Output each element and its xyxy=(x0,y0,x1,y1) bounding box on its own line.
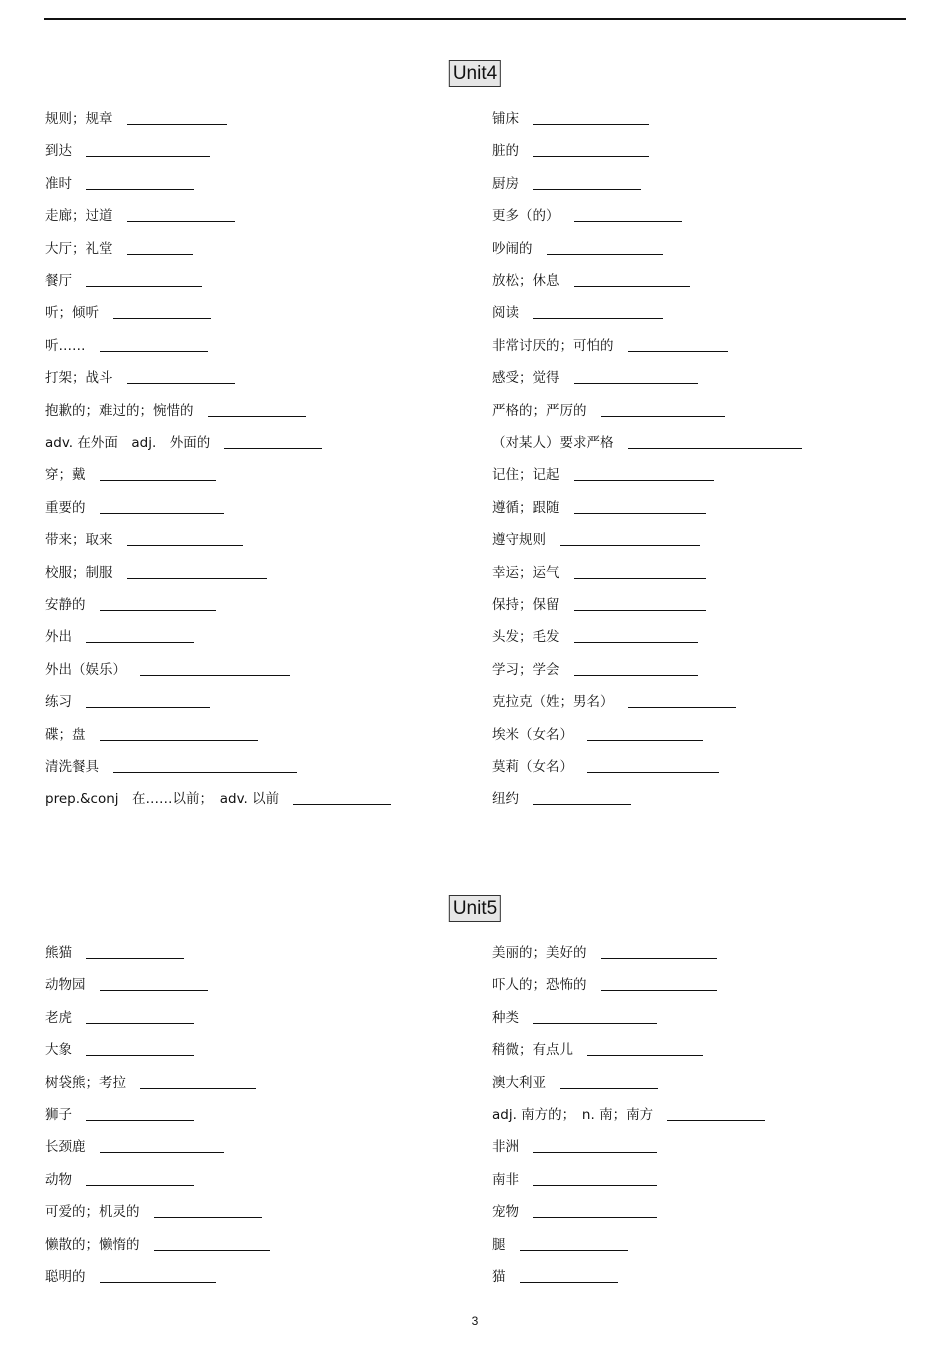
answer-blank[interactable] xyxy=(113,758,297,773)
vocab-term: 准时 xyxy=(45,176,72,192)
answer-blank[interactable] xyxy=(86,142,210,157)
vocab-row xyxy=(492,689,736,711)
vocab-term: 保持；保留 xyxy=(492,597,560,613)
vocab-row xyxy=(492,722,703,744)
vocab-row xyxy=(45,940,184,962)
vocab-term: 吓人的；恐怖的 xyxy=(492,977,587,993)
answer-blank[interactable] xyxy=(601,976,717,991)
vocab-term: 莫莉（女名） xyxy=(492,759,573,775)
vocab-term: 学习；学会 xyxy=(492,662,560,678)
vocab-row xyxy=(45,1005,194,1027)
answer-blank[interactable] xyxy=(208,402,306,417)
vocab-row xyxy=(45,689,210,711)
vocab-row xyxy=(492,203,682,225)
vocab-row xyxy=(45,171,194,193)
answer-blank[interactable] xyxy=(574,207,682,222)
vocab-term: 熊猫 xyxy=(45,945,72,961)
answer-blank[interactable] xyxy=(100,976,208,991)
vocab-row xyxy=(492,138,649,160)
vocab-row xyxy=(492,398,725,420)
vocab-row xyxy=(492,1134,657,1156)
vocab-row xyxy=(492,365,698,387)
answer-blank[interactable] xyxy=(86,944,184,959)
vocab-term: 狮子 xyxy=(45,1107,72,1123)
vocab-row xyxy=(492,1037,703,1059)
answer-blank[interactable] xyxy=(127,369,235,384)
answer-blank[interactable] xyxy=(628,434,802,449)
vocab-term: adv. 在外面 adj. 外面的 xyxy=(45,435,211,451)
vocab-row xyxy=(45,495,224,517)
vocab-row xyxy=(492,236,663,258)
vocab-term: 树袋熊；考拉 xyxy=(45,1075,126,1091)
vocab-term: 外出（娱乐） xyxy=(45,662,126,678)
answer-blank[interactable] xyxy=(86,272,202,287)
answer-blank[interactable] xyxy=(587,726,703,741)
answer-blank[interactable] xyxy=(601,944,717,959)
answer-blank[interactable] xyxy=(628,693,736,708)
vocab-row xyxy=(45,1167,194,1189)
vocab-term: 稍微；有点儿 xyxy=(492,1042,573,1058)
answer-blank[interactable] xyxy=(520,1236,628,1251)
vocab-row xyxy=(45,1037,194,1059)
answer-blank[interactable] xyxy=(127,564,267,579)
answer-blank[interactable] xyxy=(628,337,728,352)
answer-blank[interactable] xyxy=(113,304,211,319)
vocab-term: 碟；盘 xyxy=(45,727,86,743)
vocab-row xyxy=(45,1232,270,1254)
vocab-row xyxy=(492,527,700,549)
vocab-row xyxy=(492,462,714,484)
answer-blank[interactable] xyxy=(127,240,193,255)
vocab-row xyxy=(45,1134,224,1156)
vocab-term: （对某人）要求严格 xyxy=(492,435,614,451)
answer-blank[interactable] xyxy=(127,531,243,546)
vocab-row xyxy=(45,1070,256,1092)
answer-blank[interactable] xyxy=(100,726,258,741)
vocab-term: 动物 xyxy=(45,1172,72,1188)
answer-blank[interactable] xyxy=(574,628,698,643)
vocab-row xyxy=(45,138,210,160)
answer-blank[interactable] xyxy=(560,1074,658,1089)
vocab-term: 脏的 xyxy=(492,143,519,159)
vocab-row xyxy=(45,462,216,484)
vocab-term: 可爱的；机灵的 xyxy=(45,1204,140,1220)
vocab-term: 非洲 xyxy=(492,1139,519,1155)
answer-blank[interactable] xyxy=(533,790,631,805)
answer-blank[interactable] xyxy=(86,175,194,190)
answer-blank[interactable] xyxy=(127,110,227,125)
vocab-row xyxy=(45,657,290,679)
answer-blank[interactable] xyxy=(140,661,290,676)
vocab-term: 大象 xyxy=(45,1042,72,1058)
vocab-term: 抱歉的；难过的；惋惜的 xyxy=(45,403,194,419)
vocab-row xyxy=(492,1005,657,1027)
vocab-row xyxy=(45,624,194,646)
vocab-term: 安静的 xyxy=(45,597,86,613)
vocab-row xyxy=(492,1264,618,1286)
answer-blank[interactable] xyxy=(574,499,706,514)
vocab-row xyxy=(492,430,802,452)
vocab-term: 听；倾听 xyxy=(45,305,99,321)
vocab-row xyxy=(492,1232,628,1254)
vocab-term: 南非 xyxy=(492,1172,519,1188)
vocab-term: 穿；戴 xyxy=(45,467,86,483)
answer-blank[interactable] xyxy=(574,369,698,384)
vocab-term: 克拉克（姓；男名） xyxy=(492,694,614,710)
vocab-term: 老虎 xyxy=(45,1010,72,1026)
vocab-term: 铺床 xyxy=(492,111,519,127)
vocab-term: 外出 xyxy=(45,629,72,645)
vocab-term: 放松；休息 xyxy=(492,273,560,289)
vocab-row xyxy=(492,786,631,808)
answer-blank[interactable] xyxy=(127,207,235,222)
vocab-term: 阅读 xyxy=(492,305,519,321)
vocab-row xyxy=(45,236,193,258)
answer-blank[interactable] xyxy=(86,1009,194,1024)
answer-blank[interactable] xyxy=(86,628,194,643)
answer-blank[interactable] xyxy=(533,110,649,125)
answer-blank[interactable] xyxy=(100,596,216,611)
vocab-term: 清洗餐具 xyxy=(45,759,99,775)
vocab-row xyxy=(45,722,258,744)
vocab-term: 幸运；运气 xyxy=(492,565,560,581)
vocab-row xyxy=(492,1199,657,1221)
answer-blank[interactable] xyxy=(533,1138,657,1153)
vocab-term: 大厅；礼堂 xyxy=(45,241,113,257)
answer-blank[interactable] xyxy=(154,1236,270,1251)
vocab-term: 遵循；跟随 xyxy=(492,500,560,516)
unit5-title: Unit5 xyxy=(449,895,501,922)
vocab-term: 更多（的） xyxy=(492,208,560,224)
answer-blank[interactable] xyxy=(154,1203,262,1218)
vocab-row xyxy=(45,106,227,128)
answer-blank[interactable] xyxy=(100,1138,224,1153)
vocab-term: 宠物 xyxy=(492,1204,519,1220)
answer-blank[interactable] xyxy=(86,1041,194,1056)
answer-blank[interactable] xyxy=(574,466,714,481)
vocab-term: 吵闹的 xyxy=(492,241,533,257)
vocab-term: 埃米（女名） xyxy=(492,727,573,743)
vocab-term: 聪明的 xyxy=(45,1269,86,1285)
vocab-term: 校服；制服 xyxy=(45,565,113,581)
vocab-row xyxy=(45,398,306,420)
vocab-term: 记住；记起 xyxy=(492,467,560,483)
vocab-row xyxy=(45,300,211,322)
answer-blank[interactable] xyxy=(86,1171,194,1186)
vocab-term: 听…… xyxy=(45,338,86,354)
vocab-row xyxy=(492,592,706,614)
answer-blank[interactable] xyxy=(520,1268,618,1283)
vocab-term: 遵守规则 xyxy=(492,532,546,548)
vocab-row xyxy=(45,786,391,808)
vocab-row xyxy=(492,972,717,994)
vocab-row xyxy=(45,333,208,355)
answer-blank[interactable] xyxy=(533,304,663,319)
vocab-term: 种类 xyxy=(492,1010,519,1026)
vocab-row xyxy=(45,560,267,582)
vocab-row xyxy=(492,657,698,679)
answer-blank[interactable] xyxy=(533,142,649,157)
vocab-row xyxy=(45,527,243,549)
vocab-term: 动物园 xyxy=(45,977,86,993)
vocab-row xyxy=(45,972,208,994)
vocab-term: 规则；规章 xyxy=(45,111,113,127)
answer-blank[interactable] xyxy=(140,1074,256,1089)
answer-blank[interactable] xyxy=(100,466,216,481)
vocab-row xyxy=(492,171,641,193)
vocab-row xyxy=(45,592,216,614)
answer-blank[interactable] xyxy=(533,1171,657,1186)
unit4-title: Unit4 xyxy=(449,60,501,87)
vocab-term: adj. 南方的； n. 南；南方 xyxy=(492,1107,654,1123)
answer-blank[interactable] xyxy=(293,790,391,805)
vocab-term: 头发；毛发 xyxy=(492,629,560,645)
page-number: 3 xyxy=(471,1314,479,1328)
vocab-row xyxy=(492,106,649,128)
vocab-row xyxy=(492,754,719,776)
answer-blank[interactable] xyxy=(547,240,663,255)
vocab-term: 美丽的；美好的 xyxy=(492,945,587,961)
vocab-term: 非常讨厌的；可怕的 xyxy=(492,338,614,354)
vocab-row xyxy=(492,300,663,322)
vocab-row xyxy=(492,495,706,517)
vocab-row xyxy=(492,1102,765,1124)
answer-blank[interactable] xyxy=(100,337,208,352)
vocab-term: 餐厅 xyxy=(45,273,72,289)
vocab-term: 到达 xyxy=(45,143,72,159)
vocab-term: 纽约 xyxy=(492,791,519,807)
vocab-row xyxy=(45,1102,194,1124)
vocab-term: 重要的 xyxy=(45,500,86,516)
answer-blank[interactable] xyxy=(533,1009,657,1024)
vocab-row xyxy=(45,754,297,776)
answer-blank[interactable] xyxy=(100,499,224,514)
vocab-term: 带来；取来 xyxy=(45,532,113,548)
vocab-row xyxy=(45,1199,262,1221)
vocab-term: 澳大利亚 xyxy=(492,1075,546,1091)
vocab-term: 严格的；严厉的 xyxy=(492,403,587,419)
vocab-term: 腿 xyxy=(492,1237,506,1253)
vocab-row xyxy=(45,268,202,290)
answer-blank[interactable] xyxy=(574,596,706,611)
answer-blank[interactable] xyxy=(100,1268,216,1283)
vocab-row xyxy=(45,430,322,452)
vocab-term: 猫 xyxy=(492,1269,506,1285)
answer-blank[interactable] xyxy=(587,1041,703,1056)
vocab-term: 走廊；过道 xyxy=(45,208,113,224)
answer-blank[interactable] xyxy=(224,434,322,449)
answer-blank[interactable] xyxy=(574,272,690,287)
vocab-row xyxy=(492,1070,658,1092)
answer-blank[interactable] xyxy=(560,531,700,546)
vocab-row xyxy=(492,560,706,582)
answer-blank[interactable] xyxy=(533,1203,657,1218)
vocab-term: 感受；觉得 xyxy=(492,370,560,386)
vocab-term: 练习 xyxy=(45,694,72,710)
top-rule xyxy=(44,18,906,20)
vocab-row xyxy=(45,1264,216,1286)
answer-blank[interactable] xyxy=(574,661,698,676)
vocab-term: prep.&conj 在……以前； adv. 以前 xyxy=(45,791,280,807)
vocab-row xyxy=(45,365,235,387)
answer-blank[interactable] xyxy=(587,758,719,773)
vocab-row xyxy=(492,268,690,290)
vocab-term: 懒散的；懒惰的 xyxy=(45,1237,140,1253)
vocab-row xyxy=(492,624,698,646)
vocab-row xyxy=(492,940,717,962)
vocab-row xyxy=(492,333,728,355)
vocab-term: 打架；战斗 xyxy=(45,370,113,386)
vocab-term: 厨房 xyxy=(492,176,519,192)
answer-blank[interactable] xyxy=(574,564,706,579)
answer-blank[interactable] xyxy=(667,1106,765,1121)
answer-blank[interactable] xyxy=(533,175,641,190)
answer-blank[interactable] xyxy=(601,402,725,417)
answer-blank[interactable] xyxy=(86,693,210,708)
vocab-row xyxy=(492,1167,657,1189)
vocab-term: 长颈鹿 xyxy=(45,1139,86,1155)
vocab-row xyxy=(45,203,235,225)
answer-blank[interactable] xyxy=(86,1106,194,1121)
